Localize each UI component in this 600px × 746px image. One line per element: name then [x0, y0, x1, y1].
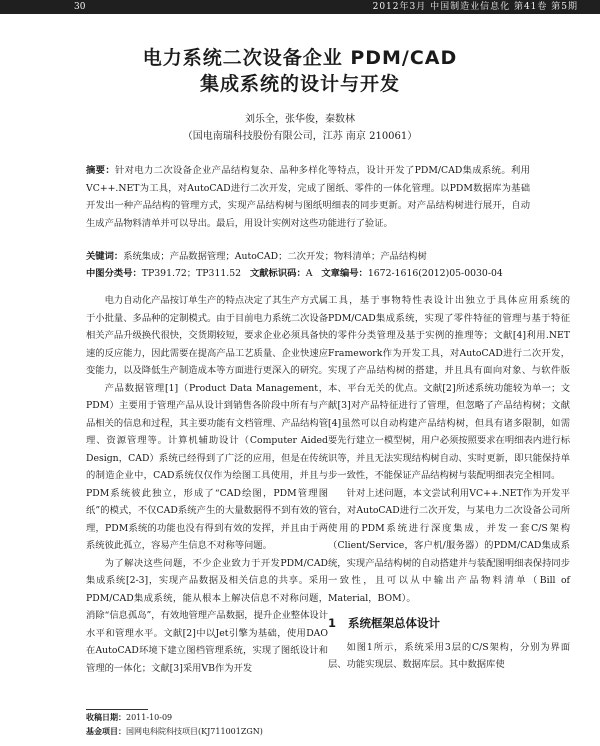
- keywords-text: 系统集成；产品数据管理；AutoCAD；二次开发；物料清单；产品结构树: [123, 251, 427, 262]
- fund-label: 基金项目：: [86, 727, 126, 736]
- classification-line: [86, 265, 556, 279]
- abstract: [86, 162, 530, 232]
- body-paragraph: 如图1所示，系统采用3层的C/S架构，分别为界面层、功能实现层、数据库层。其中数据库使: [328, 641, 570, 670]
- section-heading: [328, 615, 570, 633]
- keywords: [86, 248, 530, 262]
- body-paragraph: 为了解决这些问题，不少企业致力于开发PDM/CAD集成系统[2-3]，实现产品数据及相关信息的共享。采用PDM/CAD集成系统，能从根本上解决信息不对称问题，消除“信息孤岛”，有效地管理产品数据，提升企业整体设计水平和管理水平。文献[2]中以Jet引擎为基础，使用DAO在AutoCAD环境下建立图档管理系统，实现了图纸设计和管理的一体化；文献[3]采用VB作为开发: [86, 557, 328, 674]
- fund-project: 国网电科院科技项目(KJ711001ZGN): [126, 727, 263, 736]
- clc-label: 中图分类号：: [86, 268, 142, 279]
- keywords-label: 关键词：: [86, 251, 124, 262]
- page-number: 30: [74, 2, 86, 12]
- body-paragraph: 针对上述问题，本文尝试利用VC++.NET作为开发平台，对AutoCAD进行二次开发，与某电力二次设备公司所使用的PDM系统进行深度集成，并发一套C/S架构（Client/Service，客户机/服务器）的PDM/CAD集成系统，实现产品结构树的自动搭建并与装配图明细表保持同步一致性，且可以从中输出产品物料清单（Bill of Material，BOM）。: [328, 487, 570, 604]
- paper-title-line-1: 电力系统二次设备企业 PDM/CAD: [142, 47, 458, 69]
- journal-running-head: 2012年3月 中国制造业信息化 第41卷 第5期: [372, 2, 578, 12]
- article-number: 1672-1616(2012)05-0030-04: [367, 268, 503, 279]
- body-column-left: [86, 292, 328, 677]
- abstract-label: 摘要：: [86, 165, 115, 176]
- body-paragraph: 工具，基于事物特性表设计出独立于具体应用系统的PDM/CAD集成系统，实现了零件特征的管理与基于特征的零件分类管理及基于实例的推理等；文献[4]利用.NET Framework作为开发工具，对AutoCAD进行二次开发，实现了产品结构树的搭建，并且具有面向对象、与软件版本、平台无关的优点。文献[2]所述系统功能较为单一；文献[3]对产品特征进行了管理，但忽略了产品结构树；文献[4]虽然可以自动构建产品结构树，但具有诸多限制，如需要先行建立一模型树，用户必须按照要求在明细表内进行标识等，并且无法实现结构树自动、实时更新，即只能保持单步一致性，不能保证产品结构树与装配明细表完全相同。: [328, 295, 570, 481]
- abstract-text: 针对电力二次设备企业产品结构复杂、品种多样化等特点，设计开发了PDM/CAD集成系统。利用VC++.NET为工具，对AutoCAD进行二次开发，完成了图纸、零件的一体化管理。以PDM数据库为基础开发出一种产品结构的管理方式，实现产品结构树与图纸明细表的同步更新。对产品结构树进行展开，自动生成产品物料清单并可以导出。最后，用设计实例对这些功能进行了验证。: [86, 165, 530, 229]
- received-label: 收稿日期：: [86, 713, 126, 722]
- body-column-right: [328, 292, 570, 674]
- body-paragraph: 电力自动化产品按订单生产的特点决定了其生产方式属于小批量、多品种的定制模式。由于目前电力系统二次设备相关产品升级换代很快，交货期较短，要求企业必须具备快速的反应能力，因此需要在提高产品工艺质量、企业快速应变能力，以及降低生产制造成本等方面进行更深入的研究。: [86, 295, 328, 376]
- article-number-label: 文章编号：: [321, 268, 368, 279]
- footnote-divider: [86, 709, 148, 710]
- clc-number: TP391.72；TP311.52: [141, 268, 242, 279]
- document-code-label: 文献标识码：: [249, 268, 306, 279]
- section-number: 1: [328, 616, 337, 630]
- section-title: 系统框架总体设计: [348, 616, 441, 630]
- footnote-received: [86, 712, 386, 723]
- running-header-bar: [0, 0, 600, 14]
- body-paragraph: 产品数据管理[1]（Product Data Management，PDM）主要用于管理产品从设计到销售各阶段中所有与产品相关的信息和过程，其主要功能有文档管理、产品结构管理、资源管理等。计算机辅助设计（Computer Aided Design，CAD）系统已经得到了广泛的应用，但是在传统的制造企业中，CAD系统仅仅作为绘图工具使用，并且与PDM系统彼此独立，形成了“CAD绘图，PDM管理图纸”的模式，不仅CAD系统产生的大量数据得不到有效的管理，PDM系统的功能也没有得到有效的发挥，并且由于两系统彼此孤立，容易产生信息不对称等问题。: [86, 382, 328, 551]
- received-date: 2011-10-09: [126, 713, 173, 722]
- paper-title-line-2: 集成系统的设计与开发: [199, 73, 400, 95]
- author-list: 刘乐全，张华俊，秦数林: [245, 114, 355, 125]
- footnote-fund: [86, 726, 386, 737]
- author-affiliation: （国电南瑞科技股份有限公司，江苏 南京 210061）: [182, 131, 418, 142]
- document-code: A: [305, 268, 313, 279]
